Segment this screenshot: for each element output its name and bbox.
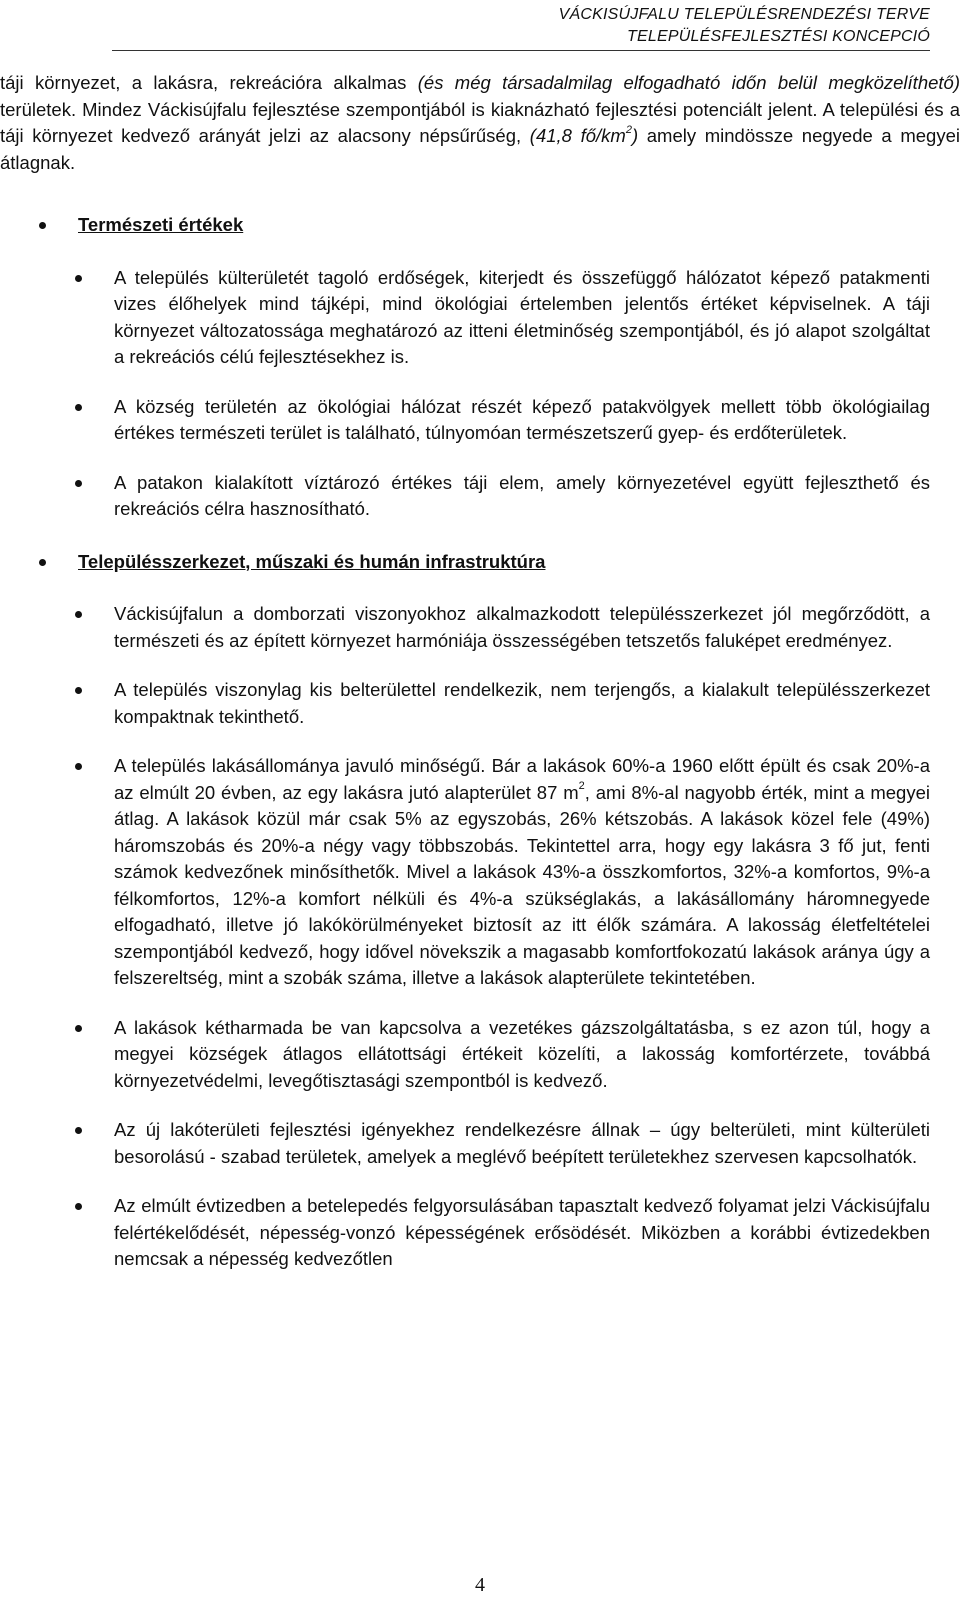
bullet-icon [75,763,82,770]
housing-text-b: , ami 8%-al nagyobb érték, mint a megyei átlag. A lakások közül már csak 5% az egyszobás, 26% kétszobás. A lakások közel fele (49%) háromszobás és 20%-a négy vagy többszobás. Tekintettel arra, hogy egy lakásra 3 fő jut, fenti számok kedvezőnek minősíthetők. Mivel a lakások 43%-a összkomfortos, 32%-a komfortos, 9%-a félkomfortos, 12%-a komfort nélküli és 4%-a szükséglakás, a lakásállomány háromnegyede elfogadható, illetve jó lakókörülményeket biztosít az itt élők számára. A lakosság életfeltételei szempontjából kedvező, hogy idővel növekszik a magasabb komfortfokozatú lakások aránya úgy a felszereltség, mint a szobák száma, illetve a lakások alapterülete tekintetében. [114,781,930,988]
list-item [114,1015,930,1095]
header-subtitle: TELEPÜLÉSFEJLESZTÉSI KONCEPCIÓ [627,28,930,45]
bullet-icon [75,480,82,487]
intro-italic-1: (és még társadalmilag elfogadható időn belül megközelíthető) [417,72,960,93]
list-item-text: A patakon kialakított víztározó értékes táji elem, amely környezetével együtt fejleszthető és rekreációs célra hasznosítható. [114,471,930,519]
document-body [0,70,960,1273]
section-title: Természeti értékek [78,214,244,235]
list-item-text: A település külterületét tagoló erdőségek, kiterjedt és összefüggő hálózatot képező patakmenti vizes élőhelyek mind tájképi, mind ökológiai értelemben jelentős értéket képviselnek. A táji környezet változatossága meghatározó az itteni életminőség szempontjából, és jó alapot szolgáltat a rekreációs célú fejlesztésekhez is. [114,266,930,367]
header-title: VÁCKISÚJFALU TELEPÜLÉSRENDEZÉSI TERVE [558,6,930,23]
list-item [114,470,930,523]
list-item-text: A lakások kétharmada be van kapcsolva a vezetékes gázszolgáltatásba, s ez azon túl, hogy a megyei községek átlagos ellátottsági értékeit közelíti, a lakosság komfortérzete, továbbá környezetvédelmi, levegőtisztasági szempontból is kedvező. [114,1016,930,1091]
section-heading-nature [78,212,930,239]
list-item [114,1117,930,1170]
list-item [114,1193,930,1273]
bullet-icon [75,404,82,411]
bullet-icon [75,687,82,694]
bullet-icon [75,611,82,618]
intro-text-3: amely mindössze negyede a megyei átlagnak. [0,125,960,173]
intro-text-2: területek. Mindez Váckisújfalu fejlesztése szempontjából is kiaknázható fejlesztési potenciált jelent. A települési és a táji környezet kedvező arányát jelzi az alacsony népsűrűség, [0,98,960,146]
list-item-text: A település viszonylag kis belterülettel rendelkezik, nem terjengős, a kialakult településszerkezet kompaktnak tekinthető. [114,679,930,727]
density-text: (41,8 fő/km [529,125,626,146]
list-item-text: Az elmúlt évtizedben a betelepedés felgyorsulásában tapasztalt kedvező folyamat jelzi Váckisújfalu felértékelődését, népesség-vonzó képességének erősödését. Miközben a korábbi évtizedekben nemcsak a népesség kedvezőtlen [114,1195,930,1269]
housing-text-a: A település lakásállománya javuló minőségű. Bár a lakások 60%-a 1960 előtt épült és csak 20%-a az elmúlt 20 évben, az egy lakásra jutó alapterület 87 m [114,755,930,803]
list-item-text: Váckisújfalun a domborzati viszonyokhoz alkalmazkodott településszerkezet jól megőrződött, a természeti és az épített környezet harmóniája összességében tetszetős faluképet eredményez. [114,603,930,651]
bullet-icon [75,1203,82,1210]
area-unit-sup: 2 [578,780,585,793]
list-item [114,677,930,730]
list-item [114,753,930,992]
bullet-icon [39,559,46,566]
list-item-text: Az új lakóterületi fejlesztési igényekhez rendelkezésre állnak – úgy belterületi, mint külterületi besorolású - szabad területek, amelyek a meglévő beépített területekhez szervesen kapcsolhatók. [114,1119,930,1167]
bullet-icon [75,275,82,282]
density-value [530,125,638,146]
section-title: Településszerkezet, műszaki és humán infrastruktúra [78,550,546,572]
page-number: 4 [475,1574,485,1596]
density-sup: 2 [625,123,632,136]
density-close: ) [631,125,639,146]
housing-paragraph [114,753,930,992]
bullet-icon [75,1127,82,1134]
list-item [114,601,930,654]
section-heading-infrastructure [78,549,930,576]
intro-paragraph [0,70,960,176]
list-item [114,265,930,371]
header-divider [112,50,930,51]
running-header [559,4,930,48]
bullet-icon [75,1025,82,1032]
list-item-text: A község területén az ökológiai hálózat részét képező patakvölgyek mellett több ökológiailag értékes természeti terület is található, túlnyomóan természetszerű gyep- és erdőterületek. [114,395,930,443]
intro-text-1: táji környezet, a lakásra, rekreációra alkalmas [0,72,418,93]
bullet-icon [39,222,46,229]
list-item [114,394,930,447]
